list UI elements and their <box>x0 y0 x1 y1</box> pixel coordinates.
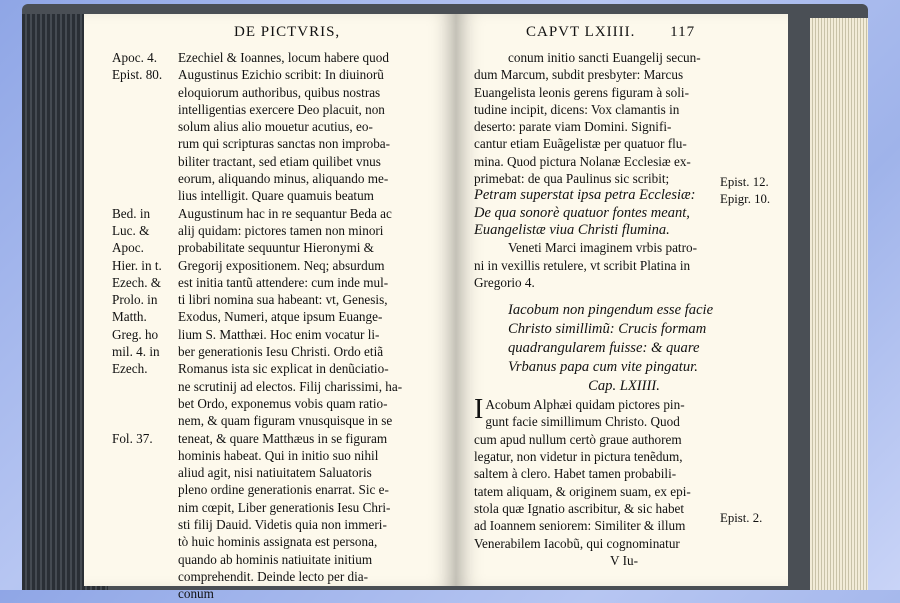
margin-note <box>112 412 182 429</box>
margin-note: Hier. in t. <box>112 257 162 273</box>
text-line: est initia tantũ attendere: cum inde mul- <box>178 274 389 290</box>
right-body-text <box>474 49 774 569</box>
text-line: nem, & quam figuram vnusquisque in se <box>178 413 393 429</box>
text-line: intelligentias exercere Deo placuit, non <box>178 101 385 117</box>
heading-line: Vrbanus papa cum vite pingatur. <box>508 359 698 376</box>
text-line: ber generationis Iesu Christi. Ordo etiã <box>178 344 384 360</box>
margin-note: Prolo. in <box>112 292 158 308</box>
text-line: conum initio sancti Euangelij secun- <box>508 50 701 65</box>
margin-note: Ezech. <box>112 361 148 377</box>
margin-note <box>112 135 182 152</box>
heading-line: Cap. LXIIII. <box>588 378 660 395</box>
text-line: solum alius alio mouetur acutius, eo- <box>178 119 373 135</box>
verse-line: Petram superstat ipsa petra Ecclesiæ: <box>474 187 696 204</box>
margin-note: Bed. in <box>112 205 151 221</box>
text-line: Exodus, Numeri, atque ipsum Euange- <box>178 309 383 325</box>
left-page <box>84 14 456 602</box>
text-line: cum apud nullum certò graue authorem <box>474 431 682 447</box>
text-line: Augustinum hac in re sequantur Beda ac <box>178 205 392 221</box>
margin-note-epigr-10: Epigr. 10. <box>720 192 771 206</box>
margin-note: Matth. <box>112 309 147 325</box>
text-line: Ezechiel & Ioannes, locum habere quod <box>178 50 389 65</box>
left-running-header: DE PICTVRIS, <box>234 24 341 40</box>
text-line: Acobum Alphæi quidam pictores pin- <box>485 397 685 413</box>
page-edges-right <box>810 18 868 590</box>
text-line: alij quidam: pictores tamen non minori <box>178 222 384 238</box>
text-line: biliter tractant, sed etiam quilibet vnus <box>178 153 381 169</box>
text-line: tò huic hominis assignata est persona, <box>178 534 378 550</box>
margin-note: Greg. ho <box>112 326 159 342</box>
chapter-heading <box>474 301 774 396</box>
text-line: lius intelligit. Quare quamuis beatum <box>178 188 374 204</box>
margin-note <box>112 153 182 170</box>
text-line: probabilitate sequuntur Hieronymi & <box>178 240 374 256</box>
margin-note <box>112 170 182 187</box>
text-line: tatem aliquam, & originem suam, ex epi- <box>474 483 691 499</box>
left-body-text <box>178 49 444 603</box>
heading-line: Iacobum non pingendum esse facie <box>508 302 714 319</box>
text-line: rum qui scripturas sanctas non improba- <box>178 136 391 152</box>
text-line: deserto: parate viam Domini. Signifi- <box>474 119 672 135</box>
margin-note <box>112 84 182 101</box>
text-line: Veneti Marci imaginem vrbis patro- <box>508 240 697 256</box>
text-line: quando ab hominis natiuitate initium <box>178 551 373 567</box>
text-line: tudine incipit, dicens: Vox clamantis in <box>474 101 680 117</box>
text-line: gunt facie simillimum Christo. Quod <box>485 414 680 430</box>
margin-note: Ezech. & <box>112 274 162 290</box>
text-line: ti libri nomina sua habeant: vt, Genesis, <box>178 292 388 308</box>
text-line: stola quæ Ignatio ascribitur, & sic habet <box>474 500 685 516</box>
text-line: ad Ioannem seniorem: Similiter & illum <box>474 518 686 534</box>
text-line: cantur etiam Euãgelistæ per quatuor flu- <box>474 136 687 152</box>
text-line: pleno ordine generationis enarrat. Sic e- <box>178 482 389 498</box>
verse-line: De qua sonorè quatuor fontes meant, <box>474 204 690 221</box>
margin-note <box>112 395 182 412</box>
text-line: legatur, non videtur in pictura tenẽdum, <box>474 449 683 465</box>
text-line: comprehendit. Deinde lecto per dia- <box>178 568 369 584</box>
text-line: mina. Quod pictura Nolanæ Ecclesiæ ex- <box>474 153 691 169</box>
right-text-mid <box>474 239 774 291</box>
margin-note-epist-2: Epist. 2. <box>720 511 763 525</box>
margin-note <box>112 118 182 135</box>
text-line: Euangelista leonis gerens figuram à soli- <box>474 84 689 100</box>
text-line: bet Ordo, exponemus vobis quam ratio- <box>178 395 388 411</box>
margin-note <box>112 378 182 395</box>
text-line: primebat: de qua Paulinus sic scribit; <box>474 171 670 187</box>
margin-note: Fol. 37. <box>112 430 153 446</box>
right-text-bottom <box>474 396 774 569</box>
margin-note: Luc. & <box>112 222 150 238</box>
text-line: eloquiorum authoribus, quibus nostras <box>178 84 381 100</box>
right-page <box>456 14 788 586</box>
text-line: ni in vexillis retulere, vt scribit Platina in <box>474 257 691 273</box>
chapter-header: CAPVT LXIIII. <box>526 24 636 40</box>
margin-note <box>112 101 182 118</box>
text-line: aliud agit, nisi natiuitatem Saluatoris <box>178 465 372 481</box>
heading-line: quadrangularem fuisse: & quare <box>508 340 700 357</box>
margin-note: Epist. 80. <box>112 67 163 83</box>
drop-capital: I <box>474 394 484 426</box>
margin-note-epist-12: Epist. 12. <box>720 175 769 189</box>
text-line: Gregorij expositionem. Neq; absurdum <box>178 257 385 273</box>
page-number: 117 <box>670 24 696 40</box>
heading-line: Christo simillimũ: Crucis formam <box>508 321 707 338</box>
verse-line: Euangelistæ viua Christi flumina. <box>474 221 670 238</box>
margin-note: mil. 4. in <box>112 344 160 360</box>
text-line: Venerabilem Iacobũ, qui cognominatur <box>474 535 680 551</box>
right-running-header <box>526 24 695 41</box>
text-line: sti filij Dauid. Videtis quia non immeri- <box>178 517 387 533</box>
margin-note: Apoc. 4. <box>112 50 158 65</box>
text-line: Romanus ista sic explicat in denũciatio- <box>178 361 389 377</box>
text-line: conum <box>178 586 214 602</box>
text-line: hominis habeat. Qui in initio suo nihil <box>178 447 379 463</box>
text-line: eorum, aliquando minus, aliquando me- <box>178 171 389 187</box>
text-line: V Iu- <box>610 552 638 568</box>
text-line: Gregorio 4. <box>474 274 535 290</box>
text-line: ne scrutinij ad electos. Filij charissimi, ha- <box>178 378 403 394</box>
text-line: nim cœpit, Liber generationis Iesu Chri- <box>178 499 391 515</box>
margin-note: Apoc. <box>112 240 144 256</box>
left-margin-notes <box>112 49 182 447</box>
right-text-top <box>474 49 774 187</box>
text-line: lium S. Matthæi. Hoc enim vocatur li- <box>178 326 380 342</box>
text-line: teneat, & quare Matthæus in se figuram <box>178 430 388 446</box>
text-line: dum Marcum, subdit presbyter: Marcus <box>474 67 684 83</box>
text-line: saltem à clero. Habet tamen probabili- <box>474 466 677 482</box>
margin-note <box>112 187 182 204</box>
text-line: Augustinus Ezichio scribit: In diuinorũ <box>178 67 384 83</box>
